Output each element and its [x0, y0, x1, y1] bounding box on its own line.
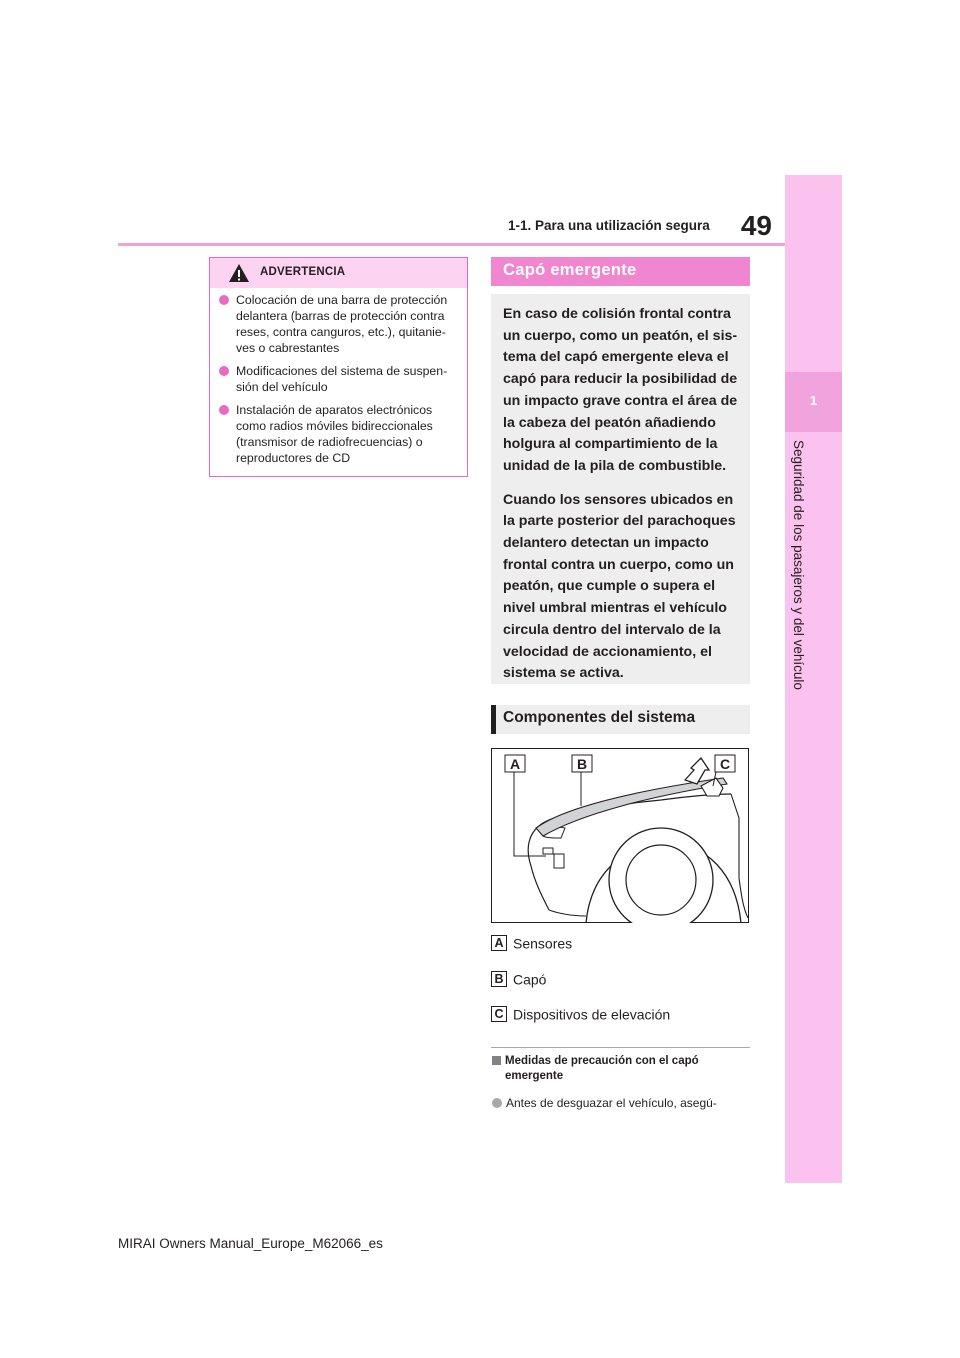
bullet-icon	[219, 366, 229, 376]
legend-item	[491, 934, 751, 951]
warning-box	[209, 257, 468, 477]
bullet-icon	[219, 405, 229, 415]
figure-label-b: B	[576, 756, 588, 772]
intro-paragraph: En caso de colisión frontal contra un cuerpo, como un peatón, el sistema del capó emergente eleva el capó para reducir la posibilidad de un impacto grave contra el área de la cabeza del peatón añadiendo holgura al compartimiento de la unidad de la pila de combustible.	[503, 306, 738, 474]
components-title-accent	[491, 705, 496, 734]
intro-paragraph: Cuando los sensores ubicados en la parte posterior del parachoques delantero detectan un impacto frontal contra un cuerpo, como un peatón, que cumple o supera el nivel umbral mientras el vehículo circula dentro del intervalo de la velocidad de accionamiento, el sistema se activa.	[503, 491, 736, 682]
figure-label-a: A	[509, 756, 521, 772]
precautions-heading-text: Medidas de precaución con el capó emergente	[505, 1055, 699, 1082]
legend-letter: B	[491, 971, 507, 987]
legend-text: Capó	[513, 971, 547, 988]
precaution-item	[491, 1095, 750, 1111]
chapter-title: Seguridad de los pasajeros y del vehículo	[791, 440, 806, 690]
figure-label-c: C	[719, 756, 731, 772]
popup-hood-figure	[491, 748, 749, 923]
warning-header	[210, 258, 467, 288]
legend-text: Sensores	[513, 935, 573, 952]
footer-doc-id: MIRAI Owners Manual_Europe_M62066_es	[118, 1236, 383, 1251]
warning-item	[218, 402, 459, 466]
components-title: Componentes del sistema	[503, 709, 696, 726]
bullet-icon	[219, 295, 229, 305]
precautions-heading	[491, 1054, 750, 1084]
section-title: Capó emergente	[503, 261, 637, 279]
legend-letter: C	[491, 1006, 507, 1022]
warning-triangle-icon	[228, 263, 250, 288]
warning-item	[218, 292, 459, 356]
legend-item	[491, 1005, 751, 1022]
page-number: 49	[740, 210, 772, 241]
legend-item	[491, 970, 751, 987]
intro-box	[491, 294, 750, 684]
bullet-icon	[492, 1098, 502, 1108]
warning-item-text: Colocación de una barra de protección delantera (barras de protección contra reses, contra canguros, etc.), quitanieves o cabrestantes	[236, 293, 448, 355]
warning-item-text: Modificaciones del sistema de suspensión del vehículo	[236, 364, 448, 394]
section-divider	[491, 1047, 750, 1048]
legend-text: Dispositivos de elevación	[513, 1006, 671, 1023]
warning-title: ADVERTENCIA	[260, 266, 346, 278]
square-bullet-icon	[492, 1056, 501, 1065]
chapter-number: 1	[809, 393, 818, 408]
warning-item-text: Instalación de aparatos electrónicos como radios móviles bidireccionales (transmisor de radiofrecuencias) o reproductores de CD	[236, 403, 433, 465]
section-header: 1-1. Para una utilización segura	[508, 218, 710, 233]
warning-item	[218, 363, 459, 395]
precaution-item-text: Antes de desguazar el vehículo, asegú-	[506, 1096, 717, 1110]
header-rule	[118, 243, 785, 246]
legend-letter: A	[491, 935, 507, 951]
